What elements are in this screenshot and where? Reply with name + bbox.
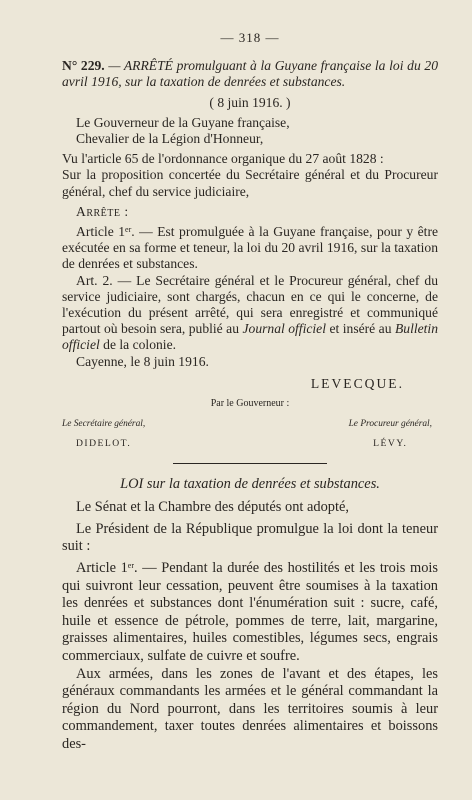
vu-line: Vu l'article 65 de l'ordonnance organique du 27 août 1828 : xyxy=(62,151,384,167)
bulletin-officiel: Bulletin officiel xyxy=(62,321,439,353)
loi-article-1-sup: er xyxy=(127,561,134,571)
place-date: Cayenne, le 8 juin 1916. xyxy=(76,353,209,369)
governor-line: Le Gouverneur de la Guyane française, xyxy=(76,114,290,130)
arrete-article-2-b: et inséré au xyxy=(326,321,395,337)
section-divider xyxy=(173,463,327,464)
journal-officiel: Journal officiel xyxy=(242,321,326,337)
arrete-article-2-c: de la colonie. xyxy=(99,337,176,353)
arrete-date: ( 8 juin 1916. ) xyxy=(209,94,291,110)
arrete-article-2-a: Art. 2. — Le Secrétaire général et le Procureur général, chef du service judiciaire, sont chargés, chacun en ce qui le concerne, de l'exécution du présent arrêté, qui sera enregistré et communiqué partout où besoin sera, publié au xyxy=(62,272,438,337)
sig-right-title: Le Procureur général, xyxy=(348,419,432,430)
loi-article-1 xyxy=(62,560,438,666)
sur-paragraph: Sur la proposition concertée du Secrétaire général et du Procureur général, chef du service judiciaire, xyxy=(62,167,438,199)
page-number: — 318 — xyxy=(220,30,280,45)
loi-article-1-label: Article 1 xyxy=(76,560,128,577)
arrete-heading xyxy=(62,58,438,90)
arrete-article-1-label: Article 1 xyxy=(76,224,126,240)
sig-left-name: DIDELOT. xyxy=(75,438,132,450)
governor-signature: LEVECQUE. xyxy=(310,375,404,391)
loi-title: LOI sur la taxation de denrées et substances. xyxy=(120,475,380,492)
countersignature-left xyxy=(62,416,145,452)
loi-article-1-text: . — Pendant la durée des hostilités et les trois mois qui suivront leur cessation, peuvent être soumises à la taxation les denrées et substances dont l'énumération suit : sucre, café, huile et essence de pétrole, pommes de terre, lait, margarine, graisses alimentaires, huiles comestibles, légumes secs, engrais commerciaux, sulfate de cuivre et soufre. xyxy=(62,560,439,665)
arrete-article-1-sup: er xyxy=(125,225,132,235)
arrete-title: — ARRÊTÉ promulguant à la Guyane française la loi du 20 avril 1916, sur la taxation de denrées et substances. xyxy=(62,58,438,90)
loi-paragraph-4: Aux armées, dans les zones de l'avant et des étapes, les généraux commandants les armées et le général commandant la région du Nord pourront, dans les territoires soumis à leur commandement, taxer toutes denrées alimentaires et boissons des- xyxy=(62,665,438,752)
loi-paragraph-2: Le Président de la République promulgue la loi dont la teneur suit : xyxy=(62,520,438,555)
sig-right-name: LÉVY. xyxy=(373,438,408,450)
arrete-article-1 xyxy=(62,224,438,273)
arrete-label: Arrête : xyxy=(76,203,129,219)
loi-paragraph-1: Le Sénat et la Chambre des députés ont adopté, xyxy=(76,499,349,516)
sig-left-title: Le Secrétaire général, xyxy=(62,419,146,430)
chevalier-line: Chevalier de la Légion d'Honneur, xyxy=(76,131,264,147)
arrete-number: N° 229. xyxy=(62,58,105,74)
countersignatures xyxy=(62,416,438,452)
par-le-gouverneur: Par le Gouverneur : xyxy=(210,398,290,410)
arrete-article-1-text: . — Est promulguée à la Guyane française, pour y être exécutée en sa forme et teneur, la loi du 20 avril 1916, sur la taxation de denrées et substances. xyxy=(62,224,439,272)
countersignature-right xyxy=(349,416,432,452)
arrete-article-2 xyxy=(62,273,438,354)
